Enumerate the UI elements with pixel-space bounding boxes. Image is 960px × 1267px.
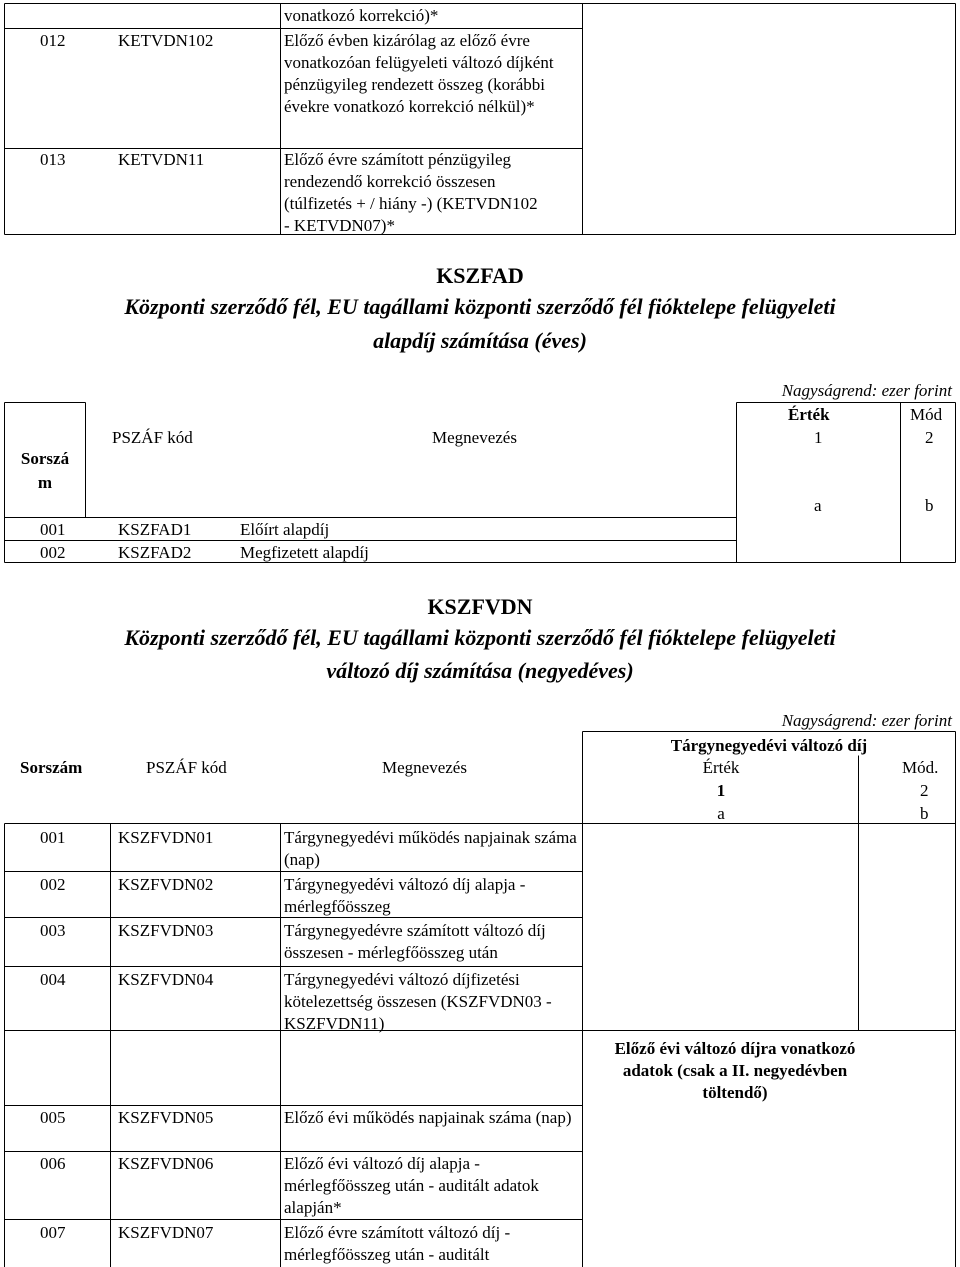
kszfvdn-col-b-header: b [920, 804, 929, 823]
kszfvdn-prev-year-note: Előző évi változó díjra vonatkozó adatok (csak a II. negyedévben töltendő) [614, 1039, 856, 1103]
kszfvdn-col2-header: 2 [920, 781, 929, 800]
kszfvdn-row-1-code: KSZFVDN01 [118, 828, 214, 847]
kszfvdn-col-a-header: a [717, 804, 725, 823]
kszfvdn-row-3-code: KSZFVDN03 [118, 921, 214, 940]
kszfvdn-col1-header: 1 [716, 781, 726, 800]
kszfvdn-title: KSZFVDN [427, 594, 533, 619]
kszfad-row-1-no: 001 [40, 520, 66, 539]
kszfvdn-row-7-code: KSZFVDN07 [118, 1223, 214, 1242]
kszfad-sorszam-header-2: m [37, 473, 53, 492]
kszfvdn-row-4-code: KSZFVDN04 [118, 970, 214, 989]
top-row-1-code: KETVDN102 [118, 31, 214, 50]
top-row-2-code: KETVDN11 [118, 150, 205, 169]
kszfvdn-group-header: Tárgynegyedévi változó díj [670, 736, 868, 755]
kszfad-col-b-header: b [925, 496, 934, 515]
kszfvdn-ertek-header: Érték [702, 758, 740, 777]
kszfad-sorszam-header-1: Sorszá [20, 449, 70, 468]
kszfvdn-name-header: Megnevezés [382, 758, 467, 777]
top-row-0-name: vonatkozó korrekció)* [284, 6, 439, 25]
kszfvdn-row-5-no: 005 [40, 1108, 66, 1127]
kszfvdn-row-4-name: Tárgynegyedévi változó díjfizetési kötelezettség összesen (KSZFVDN03 - KSZFVDN11) [284, 970, 552, 1034]
kszfad-col-a-header: a [814, 496, 822, 515]
kszfad-mod-header: Mód [910, 405, 943, 424]
kszfvdn-code-header: PSZÁF kód [146, 758, 227, 777]
kszfad-subtitle-line1: Központi szerződő fél, EU tagállami központi szerződő fél fióktelepe felügyeleti [124, 294, 836, 319]
kszfvdn-subtitle-line2: változó díj számítása (negyedéves) [326, 658, 634, 683]
kszfvdn-row-5-name: Előző évi működés napjainak száma (nap) [284, 1108, 572, 1127]
kszfvdn-row-2-code: KSZFVDN02 [118, 875, 214, 894]
kszfvdn-subtitle-line1: Központi szerződő fél, EU tagállami központi szerződő fél fióktelepe felügyeleti [124, 625, 836, 650]
kszfvdn-row-3-name: Tárgynegyedévre számított változó díj összesen - mérlegfőösszeg után [284, 921, 546, 963]
kszfvdn-row-4-no: 004 [40, 970, 66, 989]
kszfvdn-row-2-name: Tárgynegyedévi változó díj alapja - mérlegfőösszeg [284, 875, 526, 917]
kszfvdn-row-3-no: 003 [40, 921, 66, 940]
kszfvdn-row-2-no: 002 [40, 875, 66, 894]
kszfvdn-mod-header: Mód. [902, 758, 939, 777]
kszfvdn-unit-note: Nagyságrend: ezer forint [781, 711, 952, 730]
top-row-1-name: Előző évben kizárólag az előző évre vonatkozóan felügyeleti változó díjként pénzügyileg rendezett összeg (korábbi évekre vonatkozó korrekció nélkül)* [284, 31, 554, 117]
kszfvdn-row-6-code: KSZFVDN06 [118, 1154, 214, 1173]
top-row-2-name: Előző évre számított pénzügyileg rendezendő korrekció összesen (túlfizetés + / hiány -) (KETVDN102 - KETVDN07)* [284, 150, 538, 236]
kszfad-name-header: Megnevezés [432, 428, 517, 447]
kszfad-col1-header: 1 [814, 428, 823, 447]
kszfad-unit-note: Nagyságrend: ezer forint [781, 381, 952, 400]
top-row-1-no: 012 [40, 31, 66, 50]
kszfad-subtitle-line2: alapdíj számítása (éves) [373, 328, 587, 353]
kszfvdn-row-1-name: Tárgynegyedévi működés napjainak száma (nap) [284, 828, 577, 870]
kszfvdn-row-7-no: 007 [40, 1223, 66, 1242]
kszfad-code-header: PSZÁF kód [112, 428, 193, 447]
kszfad-ertek-header: Érték [788, 405, 830, 424]
kszfvdn-row-6-name: Előző évi változó díj alapja - mérlegfőösszeg után - auditált adatok alapján* [284, 1154, 539, 1218]
kszfvdn-row-5-code: KSZFVDN05 [118, 1108, 214, 1127]
kszfad-title: KSZFAD [436, 263, 524, 288]
kszfad-col2-header: 2 [925, 428, 934, 447]
kszfvdn-sorszam-header: Sorszám [20, 758, 83, 777]
kszfvdn-row-1-no: 001 [40, 828, 66, 847]
top-row-2-no: 013 [40, 150, 66, 169]
kszfad-row-2-no: 002 [40, 543, 66, 562]
kszfad-row-1-code: KSZFAD1 [118, 520, 192, 539]
kszfad-row-1-name: Előírt alapdíj [240, 520, 330, 539]
kszfad-row-2-name: Megfizetett alapdíj [240, 543, 369, 562]
kszfad-row-2-code: KSZFAD2 [118, 543, 192, 562]
kszfvdn-row-7-name: Előző évre számított változó díj - mérlegfőösszeg után - auditált [284, 1223, 511, 1265]
kszfvdn-row-6-no: 006 [40, 1154, 66, 1173]
